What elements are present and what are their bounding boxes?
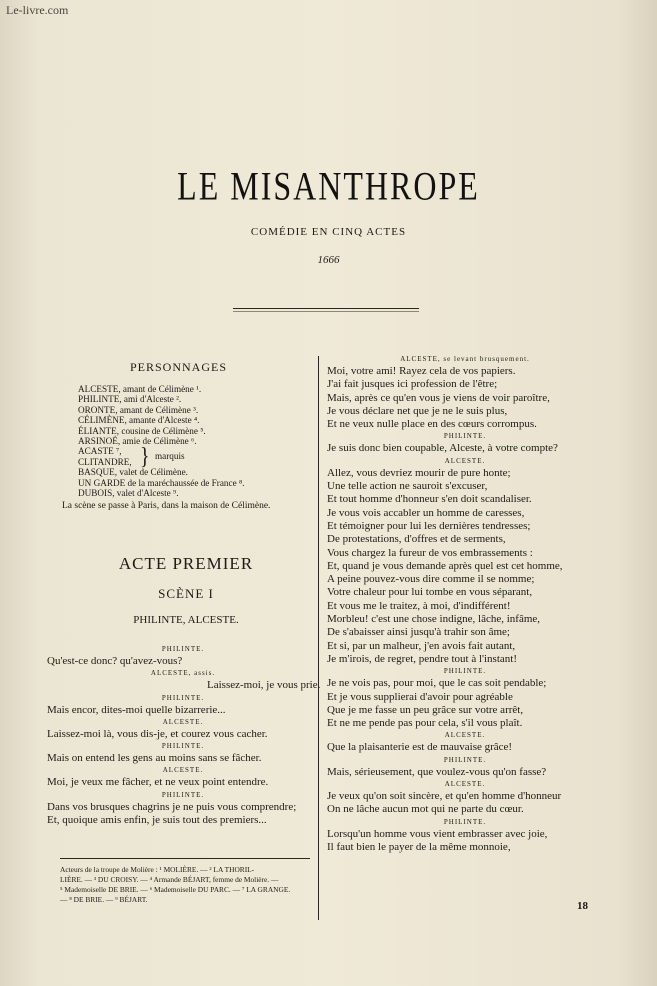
speaker-name: ALCESTE. [162,766,204,775]
left-dialogue [47,644,319,827]
verse-line: Moi, votre ami! Rayez cela de vos papiers. [327,365,516,377]
verse-line: On ne lâche aucun mot qui ne parte du cœur. [327,803,524,816]
personnage-item: ÉLIANTE, cousine de Célimène ⁵. [78,425,206,436]
speaker-name: PHILINTE. [161,742,205,751]
verse-line: Morbleu! c'est une chose indigne, lâche, infâme, [327,613,541,626]
speaker-name: PHILINTE. [443,817,487,826]
footnotes [60,865,318,905]
footnote-line: LIÈRE. — ³ DU CROISY. — ⁴ Armande BÉJART, femme de Molière. — [60,875,279,884]
personnage-item: ARSINOÉ, amie de Célimène ⁶. [78,436,197,447]
verse-line: A peine pouvez-vous dire comme il se nomme; [327,573,535,586]
verse-line: Et ne me pende pas pour cela, s'il vous plaît. [327,717,523,730]
footnote-rule [60,858,310,859]
marquis-label: marquis [155,451,185,461]
personnage-item: CÉLIMÈNE, amante d'Alceste ⁴. [78,415,200,426]
verse-line: Et si, par un malheur, j'en avois fait autant, [327,639,516,652]
personnage-item: PHILINTE, ami d'Alceste ². [78,394,182,405]
verse-line: Je ne vois pas, pour moi, que le cas soit pendable; [327,677,547,690]
speaker-name: ALCESTE, se levant brusquement. [400,355,530,363]
footnote-line: Acteurs de la troupe de Molière : ¹ MOLIÈRE. — ² LA THORIL- [60,865,255,874]
verse-line: Mais, sérieusement, que voulez-vous qu'on fasse? [327,765,547,778]
scene-heading: SCÈNE I [158,586,214,601]
verse-line: Une telle action ne sauroit s'excuser, [327,480,488,493]
footnote-line: ⁵ Mademoiselle DE BRIE. — ⁶ Mademoiselle DU PARC. — ⁷ LA GRANGE. [60,885,291,894]
speaker-name: PHILINTE. [161,645,205,653]
speaker-name: PHILINTE. [161,790,205,799]
verse-line: De s'abaisser ainsi jusqu'à trahir son âme; [327,626,510,639]
speaker-name: ALCESTE, assis. [150,669,216,678]
verse-line: Je vous vois accabler un homme de caresses, [327,506,525,519]
verse-line: Et ne veux nulle place en des cœurs corrompus. [327,418,537,431]
personnage-item: CLITANDRE, [78,456,132,467]
speaker-name: PHILINTE. [443,755,487,764]
page-number: 18 [577,900,588,912]
verse-line: Vous chargez la fureur de vos embrassements : [327,546,533,559]
verse-line: Et, quand je vous demande après quel est cet homme, [327,559,563,572]
verse-line: Votre chaleur pour lui tombe en vous séparant, [327,586,533,599]
verse-line: Et vous me le traitez, à moi, d'indifférent! [327,599,511,612]
right-dialogue [327,354,603,854]
column-divider [318,356,319,920]
verse-line: Je vous déclare net que je ne le suis plus, [327,404,508,417]
verse-line: Que la plaisanterie est de mauvaise grâce! [327,741,513,754]
verse-line: Lorsqu'un homme vous vient embrasser avec joie, [327,827,548,840]
personnages-heading: PERSONNAGES [130,360,228,374]
verse-line: J'ai fait jusques ici profession de l'être; [327,378,498,391]
personnages-list [78,384,314,498]
personnage-item: ALCESTE, amant de Célimène ¹. [78,384,202,394]
title-rule [233,308,419,309]
footnote-line: — ⁸ DE BRIE. — ⁹ BÉJART. [60,895,148,904]
verse-line: Et tout homme d'honneur s'en doit scandaliser. [327,493,532,506]
verse-line: Mais, après ce qu'en vous je viens de voir paroître, [327,391,550,404]
verse-line: Mais on entend les gens au moins sans se fâcher. [47,752,262,765]
speaker-name: ALCESTE. [444,731,486,740]
verse-line: Moi, je veux me fâcher, et ne veux point entendre. [47,776,269,789]
verse-line: Je m'irois, de regret, pendre tout à l'instant! [327,652,517,665]
watermark: Le-livre.com [6,3,69,17]
verse-line: Laissez-moi là, vous dis-je, et courez vous cacher. [47,727,268,740]
speaker-name: PHILINTE. [443,667,487,676]
speaker-name: ALCESTE. [444,456,486,465]
scene-persons: PHILINTE, ALCESTE. [133,614,239,626]
act-heading: ACTE PREMIER [118,554,254,573]
verse-line: Et je vous supplierai d'avoir pour agréable [327,690,513,703]
page-title: LE MISANTHROPE [177,163,480,209]
verse-line: Qu'est-ce donc? qu'avez-vous? [47,655,183,667]
verse-line: Il faut bien le payer de la même monnoie, [327,840,511,853]
verse-line: Et, quoique amis enfin, je suis tout des premiers... [47,814,267,827]
speaker-name: ALCESTE. [162,717,204,726]
personnage-item: DUBOIS, valet d'Alceste ⁹. [78,488,179,499]
scene-location: La scène se passe à Paris, dans la maison de Célimène. [62,501,271,511]
speaker-name: PHILINTE. [161,693,205,702]
brace: } [140,443,150,471]
speaker-name: PHILINTE. [443,432,487,441]
verse-line: Dans vos brusques chagrins je ne puis vous comprendre; [47,800,297,813]
personnage-item: ACASTE ⁷, [78,446,122,457]
personnage-item: UN GARDE de la maréchaussée de France ⁸. [78,477,245,488]
subtitle: COMÉDIE EN CINQ ACTES [250,226,407,238]
verse-line: Je veux qu'on soit sincère, et qu'en homme d'honneur [327,790,562,803]
verse-line: Je suis donc bien coupable, Alceste, à votre compte? [327,442,558,455]
verse-line: Et témoigner pour lui les dernières tendresses; [327,519,531,532]
title-rule-2 [233,311,419,312]
personnage-item: BASQUE, valet de Célimène. [78,467,188,478]
year: 1666 [317,254,340,266]
verse-line: Mais encor, dites-moi quelle bizarrerie... [47,703,226,716]
personnage-item: ORONTE, amant de Célimène ³. [78,404,199,415]
verse-line: De protestations, d'offres et de serments, [327,533,506,546]
verse-line: Laissez-moi, je vous prie. [207,679,321,692]
speaker-name: ALCESTE. [444,780,486,789]
verse-line: Que je me fasse un peu grâce sur votre arrêt, [327,703,524,716]
verse-line: Allez, vous devriez mourir de pure honte; [327,466,511,479]
